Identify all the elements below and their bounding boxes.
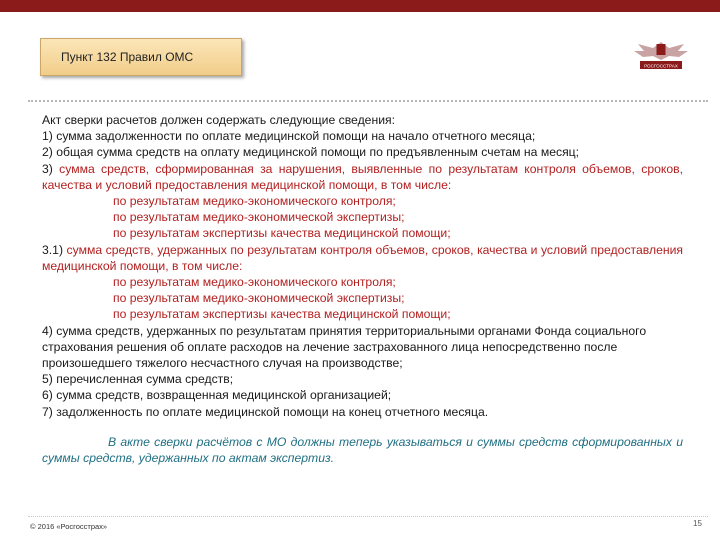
item-6: 6) сумма средств, возвращенная медицинской организацией; [42, 388, 392, 403]
note-text: В акте сверки расчётов с МО должны теперь указываться и суммы средств сформированных и суммы средств, удержанных по актам экспертиз. [42, 434, 683, 466]
item-7: 7) задолженность по оплате медицинской помощи на конец отчетного месяца. [42, 404, 489, 419]
item-3-1 [42, 242, 683, 274]
item-3-sub-1: по результатам медико-экономического контроля; [113, 194, 396, 209]
slide-title-box [40, 38, 242, 76]
page-number: 15 [693, 519, 702, 528]
item-3-1-sub-2: по результатам медико-экономической экспертизы; [113, 291, 405, 306]
slide-content [42, 112, 683, 466]
top-brand-bar [0, 0, 720, 12]
item-3-number: 3) [42, 161, 60, 176]
item-3-1-sub-1: по результатам медико-экономического контроля; [113, 275, 396, 290]
item-3-1-sub-3: по результатам экспертизы качества медицинской помощи; [113, 307, 451, 322]
copyright: © 2016 «Росгосстрах» [30, 522, 108, 531]
item-3-sub-3: по результатам экспертизы качества медицинской помощи; [113, 226, 451, 241]
intro-line: Акт сверки расчетов должен содержать следующие сведения: [42, 113, 395, 127]
footer-separator [28, 516, 708, 517]
logo-wordmark: РОСГОССТРАХ [644, 63, 678, 69]
item-3 [42, 161, 683, 193]
item-3-1-text: сумма средств, удержанных по результатам контроля объемов, сроков, качества и условий предоставления медицинской помощи, в том числе: [42, 242, 683, 273]
item-3-sub-2: по результатам медико-экономической экспертизы; [113, 210, 405, 225]
item-4: 4) сумма средств, удержанных по результатам принятия территориальными органами Фонда социального страхования решения об оплате расходов на лечение застрахованного лица непосредственно после произошедшего тяжелого несчастного случая на производстве; [42, 323, 647, 371]
slide-title: Пункт 132 Правил ОМС [61, 50, 194, 64]
rosgosstrakh-logo [630, 36, 692, 80]
item-3-text: сумма средств, сформированная за нарушения, выявленные по результатам контроля объемов, сроков, качества и условий предоставления медицинской помощи, в том числе: [42, 161, 683, 192]
item-1: 1) сумма задолженности по оплате медицинской помощи на начало отчетного месяца; [42, 129, 536, 144]
item-5: 5) перечисленная сумма средств; [42, 372, 234, 387]
header-separator [28, 100, 708, 102]
item-3-1-number: 3.1) [42, 242, 67, 257]
item-2: 2) общая сумма средств на оплату медицинской помощи по предъявленным счетам на месяц; [42, 145, 580, 160]
